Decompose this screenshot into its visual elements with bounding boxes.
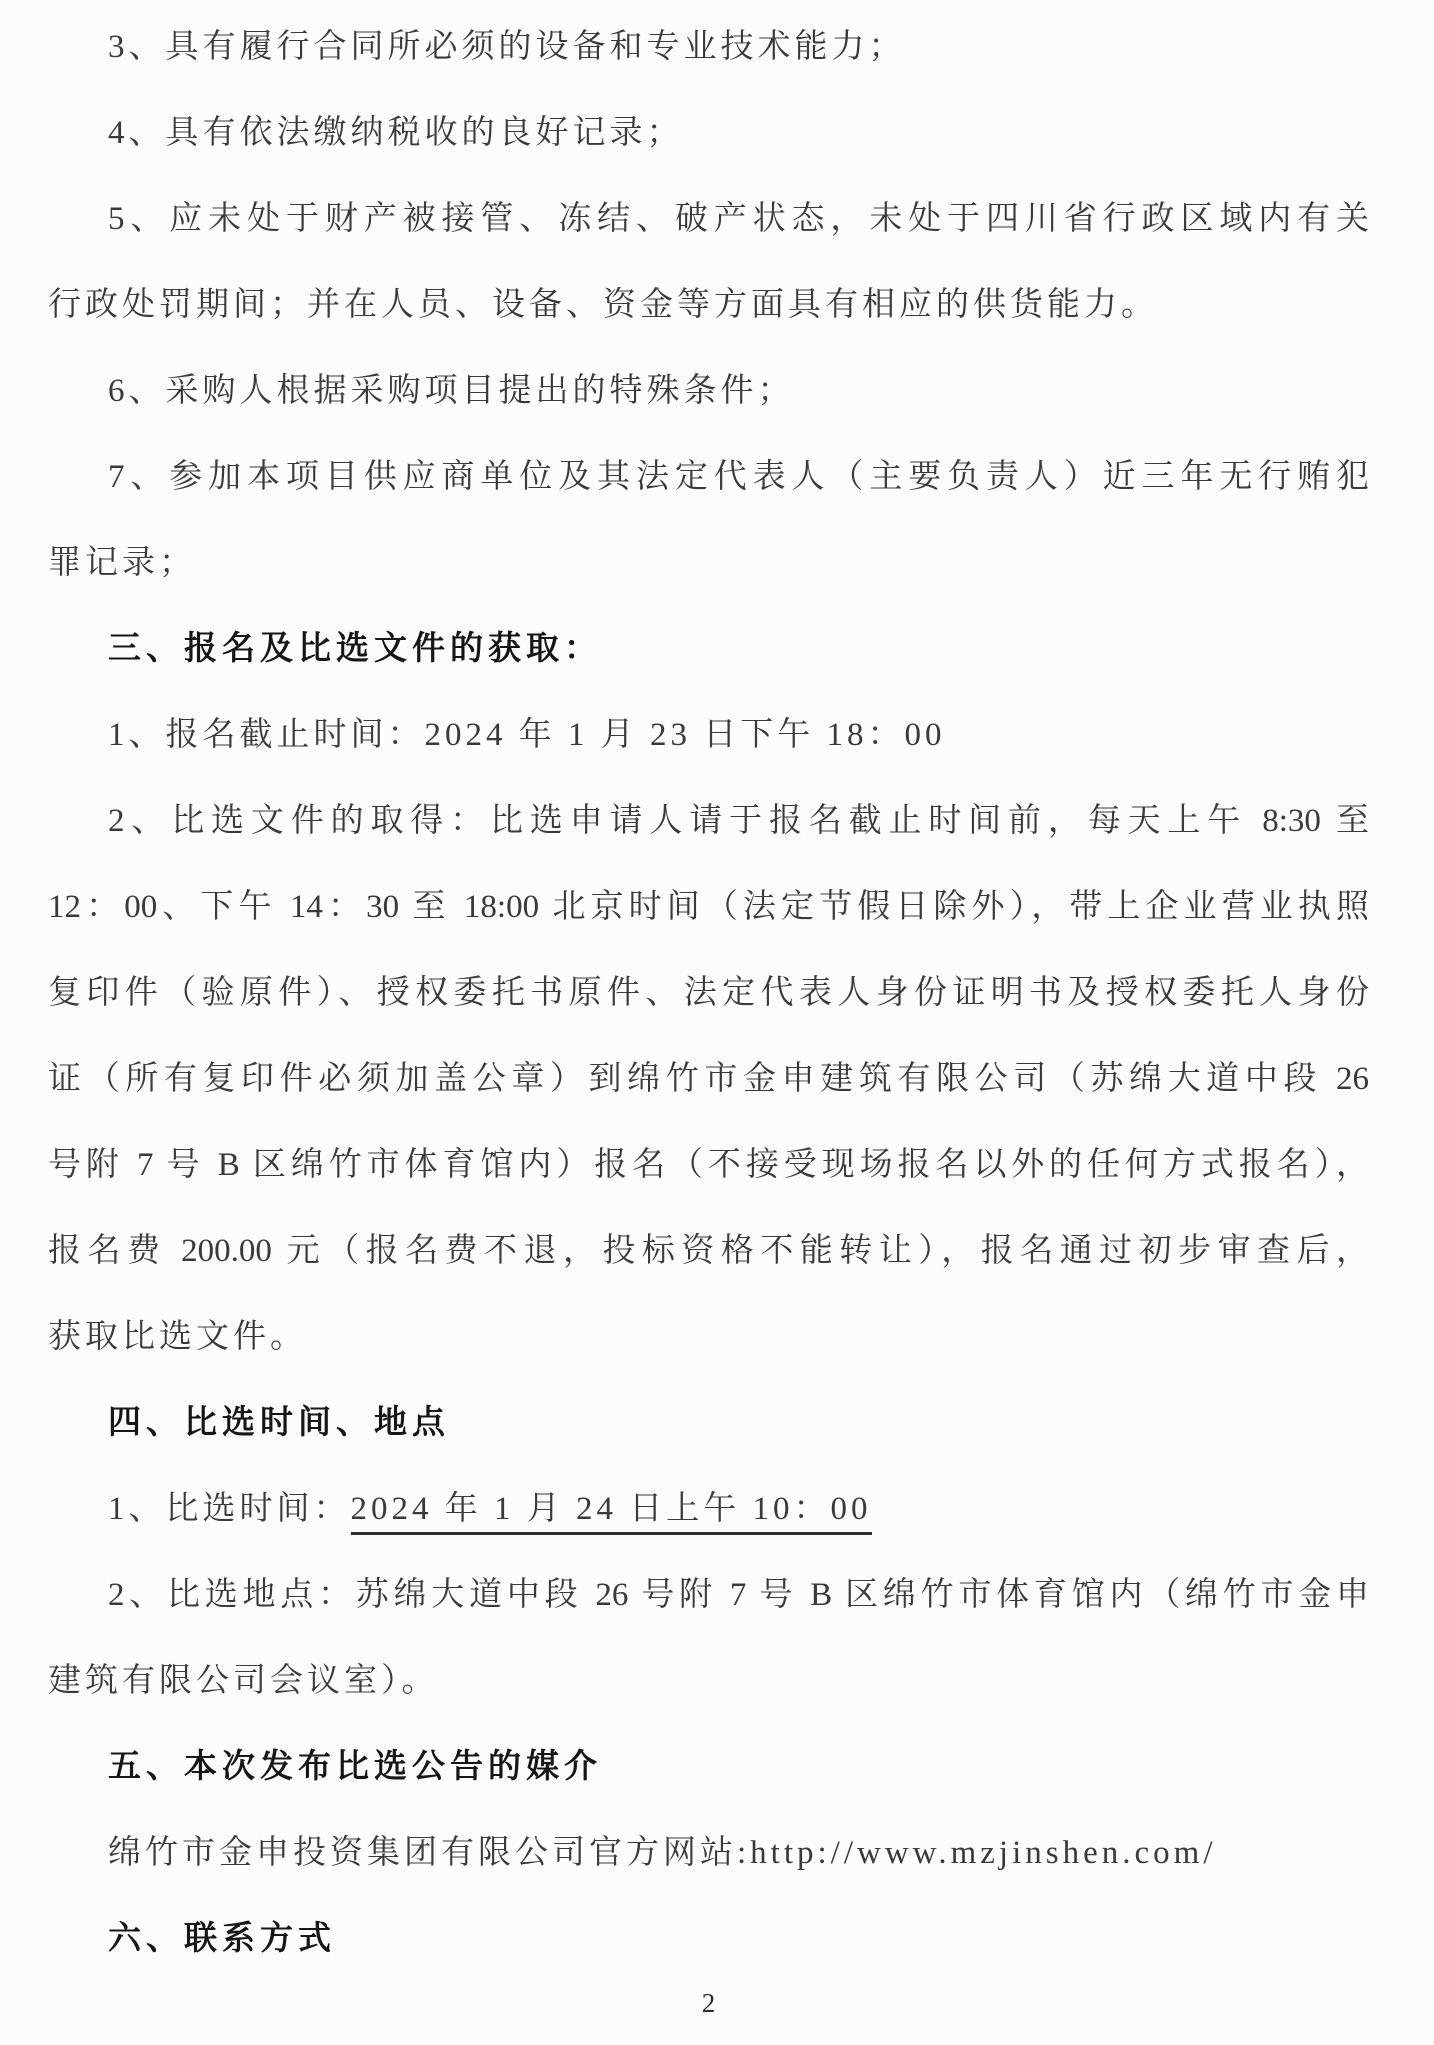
line-registration-deadline: 1、报名截止时间：2024 年 1 月 23 日下午 18：00 — [108, 717, 946, 753]
line-clause-5-part2: 行政处罚期间；并在人员、设备、资金等方面具有相应的供货能力。 — [48, 287, 1158, 323]
line-obtain-docs-6: 报名费 200.00 元（报名费不退，投标资格不能转让），报名通过初步审查后， — [48, 1233, 1369, 1269]
line-media-website: 绵竹市金申投资集团有限公司官方网站:http://www.mzjinshen.com/ — [108, 1835, 1217, 1871]
line-obtain-docs-7: 获取比选文件。 — [48, 1319, 307, 1355]
line-bid-location-1: 2、比选地点：苏绵大道中段 26 号附 7 号 B 区绵竹市体育馆内（绵竹市金申 — [108, 1577, 1369, 1613]
line-clause-5-part1: 5、应未处于财产被接管、冻结、破产状态，未处于四川省行政区域内有关 — [108, 201, 1369, 237]
line-clause-3: 3、具有履行合同所必须的设备和专业技术能力； — [108, 29, 906, 65]
line-obtain-docs-5: 号附 7 号 B 区绵竹市体育馆内）报名（不接受现场报名以外的任何方式报名）， — [48, 1147, 1369, 1183]
line-bid-location-2: 建筑有限公司会议室）。 — [48, 1663, 439, 1699]
heading-section-5-media: 五、本次发布比选公告的媒介 — [108, 1749, 602, 1785]
page-number: 2 — [701, 1988, 716, 2018]
line-obtain-docs-4: 证（所有复印件必须加盖公章）到绵竹市金申建筑有限公司（苏绵大道中段 26 — [48, 1061, 1369, 1097]
line-clause-6: 6、采购人根据采购项目提出的特殊条件； — [108, 373, 795, 409]
line-clause-4: 4、具有依法缴纳税收的良好记录； — [108, 115, 684, 151]
bid-time-label: 1、比选时间： — [108, 1491, 351, 1527]
line-obtain-docs-3: 复印件（验原件）、授权委托书原件、法定代表人身份证明书及授权委托人身份 — [48, 975, 1369, 1011]
heading-section-3-registration: 三、报名及比选文件的获取： — [108, 631, 602, 667]
heading-section-6-contact: 六、联系方式 — [108, 1921, 336, 1957]
bid-time-value: 2024 年 1 月 24 日上午 10：00 — [351, 1491, 872, 1535]
line-clause-7-part1: 7、参加本项目供应商单位及其法定代表人（主要负责人）近三年无行贿犯 — [108, 459, 1369, 495]
line-obtain-docs-1: 2、比选文件的取得：比选申请人请于报名截止时间前，每天上午 8:30 至 — [108, 803, 1369, 839]
line-obtain-docs-2: 12：00、下午 14：30 至 18:00 北京时间（法定节假日除外），带上企业营业执照 — [48, 889, 1369, 925]
line-bid-time — [48, 1466, 1369, 1552]
line-clause-7-part2: 罪记录； — [48, 545, 196, 581]
heading-section-4-time-place: 四、比选时间、地点 — [108, 1405, 450, 1441]
